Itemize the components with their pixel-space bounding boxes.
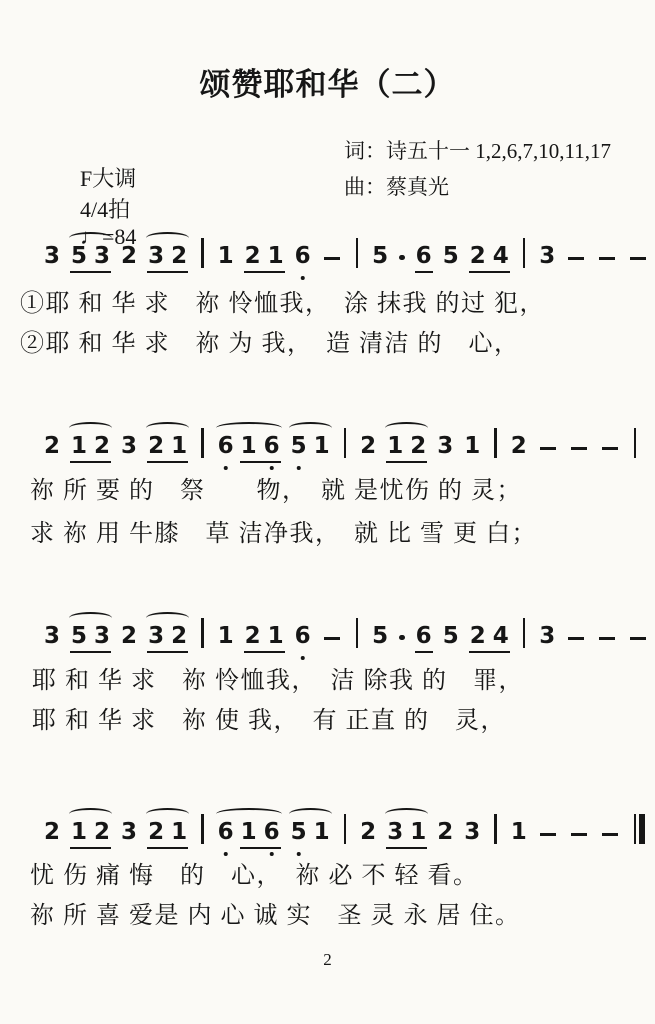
note: 2 (469, 243, 486, 269)
note: 3 (94, 623, 111, 649)
note: 2 (437, 819, 454, 845)
note: 1 (267, 623, 284, 649)
note: 1 (217, 623, 234, 649)
note: 6 (415, 243, 432, 269)
note: 6 (415, 623, 432, 649)
augmentation-dot (399, 255, 405, 261)
dash-note (630, 257, 646, 261)
note: 3 (148, 243, 165, 269)
note: 6 (264, 821, 280, 844)
note: 5 (71, 623, 88, 649)
barline (356, 618, 359, 648)
note-group (71, 245, 110, 268)
dash-note (571, 833, 587, 837)
note: 3 (44, 623, 61, 649)
dash-note (540, 447, 556, 451)
composer-line (344, 170, 611, 206)
lyricist-line (344, 134, 611, 170)
lyricist-label: 词： (344, 139, 386, 163)
dash-note (568, 257, 584, 261)
dash-note (571, 447, 587, 451)
lyricist-value: 诗五十一 1,2,6,7,10,11,17 (386, 139, 611, 163)
note: 3 (464, 819, 481, 845)
note: 1 (171, 819, 188, 845)
note-group (245, 245, 284, 268)
lyric-line-2: ②耶 和 华 求 祢 为 我， 造 清洁 的 心， (20, 331, 520, 357)
dash-note (599, 637, 615, 641)
note: 1 (171, 433, 188, 459)
dash-note (630, 637, 646, 641)
note: 2 (360, 433, 377, 459)
note: 3 (437, 433, 454, 459)
lyric-line-1: ①耶 和 华 求 祢 怜恤我， 涂 抹我 的过 犯， (20, 291, 545, 317)
barline (494, 428, 497, 458)
lyric-line-5: 耶 和 华 求 祢 怜恤我， 洁 除我 的 罪， (32, 668, 524, 694)
time-signature: 4/4拍 (80, 197, 131, 222)
note: 2 (171, 623, 188, 649)
note: 5 (442, 623, 459, 649)
note: 2 (510, 433, 527, 459)
note-group (148, 435, 187, 458)
barline (523, 238, 526, 268)
note: 1 (217, 243, 234, 269)
note: 2 (94, 433, 111, 459)
note: 6 (295, 245, 311, 268)
note: 5 (291, 821, 307, 844)
dash-note (540, 833, 556, 837)
credits-block (344, 134, 611, 205)
note: 5 (372, 243, 389, 269)
note: 2 (360, 819, 377, 845)
note: 4 (492, 623, 509, 649)
barline (201, 428, 204, 458)
note: 3 (539, 243, 556, 269)
note: 1 (71, 433, 88, 459)
note: 2 (148, 819, 165, 845)
note: 5 (442, 243, 459, 269)
note: 1 (313, 433, 330, 459)
lyric-line-4: 求 祢 用 牛膝 草 洁净我， 就 比 雪 更 白； (30, 521, 537, 547)
composer-value: 蔡真光 (386, 174, 449, 199)
note: 1 (71, 819, 88, 845)
note: 3 (94, 243, 111, 269)
note: 2 (148, 433, 165, 459)
lyric-line-3: 祢 所 要 的 祭 物， 就 是忧伤 的 灵； (30, 478, 522, 504)
note-group (387, 435, 426, 458)
key-signature: F大调 (80, 166, 137, 191)
note: 5 (372, 623, 389, 649)
note: 6 (218, 821, 234, 844)
note: 3 (44, 243, 61, 269)
page-number: 2 (323, 950, 332, 969)
barline (201, 814, 204, 844)
note: 3 (387, 819, 404, 845)
note-group (470, 625, 509, 648)
note-group (148, 245, 187, 268)
lyric-line-6: 耶 和 华 求 祢 使 我， 有 正直 的 灵， (32, 708, 506, 734)
dash-note (324, 257, 340, 261)
lyric-line-8: 祢 所 喜 爱是 内 心 诚 实 圣 灵 永 居 住。 (30, 903, 521, 929)
note: 2 (94, 819, 111, 845)
note: 2 (44, 433, 61, 459)
note: 2 (469, 623, 486, 649)
barline (201, 618, 204, 648)
note: 3 (148, 623, 165, 649)
note-group (218, 821, 280, 844)
note: 2 (171, 243, 188, 269)
octave-dot (300, 276, 305, 281)
barline (344, 428, 347, 458)
note: 1 (240, 433, 257, 459)
note-group (148, 625, 187, 648)
note-group (71, 821, 110, 844)
music-line-3 (44, 622, 655, 648)
note: 1 (267, 243, 284, 269)
augmentation-dot (399, 635, 405, 641)
final-barline (634, 814, 646, 844)
note-group (218, 435, 280, 458)
music-line-1 (44, 242, 655, 268)
barline (634, 428, 637, 458)
note: 1 (387, 433, 404, 459)
barline (523, 618, 526, 648)
note: 2 (121, 623, 138, 649)
note: 1 (410, 819, 427, 845)
tempo-marking: ♩=84 (80, 224, 137, 249)
dash-note (602, 833, 618, 837)
note-group (291, 821, 330, 844)
note-group (387, 821, 426, 844)
note: 2 (121, 243, 138, 269)
composer-label: 曲： (344, 174, 386, 199)
note: 5 (291, 435, 307, 458)
lyric-line-7: 忧 伤 痛 悔 的 心， 祢 必 不 轻 看。 (30, 863, 479, 889)
note: 1 (464, 433, 481, 459)
note-group (71, 435, 110, 458)
note: 6 (218, 435, 234, 458)
note: 2 (244, 243, 261, 269)
note: 5 (71, 243, 88, 269)
note-group (241, 821, 280, 844)
note-group (245, 625, 284, 648)
dash-note (324, 637, 340, 641)
barline (344, 814, 347, 844)
note-group (470, 245, 509, 268)
barline (356, 238, 359, 268)
note-group (71, 625, 110, 648)
barline (201, 238, 204, 268)
note: 1 (313, 819, 330, 845)
note: 1 (510, 819, 527, 845)
note: 1 (240, 819, 257, 845)
note: 2 (44, 819, 61, 845)
dash-note (599, 257, 615, 261)
note: 6 (264, 435, 280, 458)
note-group (291, 435, 330, 458)
note: 6 (295, 625, 311, 648)
dash-note (568, 637, 584, 641)
note: 2 (410, 433, 427, 459)
note-group (148, 821, 187, 844)
note: 3 (539, 623, 556, 649)
note: 2 (244, 623, 261, 649)
note-group (241, 435, 280, 458)
note: 3 (121, 819, 138, 845)
note: 4 (492, 243, 509, 269)
music-line-4 (44, 818, 648, 844)
song-title: 颂赞耶和华（二） (199, 66, 456, 102)
dash-note (602, 447, 618, 451)
barline (494, 814, 497, 844)
note: 3 (121, 433, 138, 459)
music-line-2 (44, 432, 639, 458)
